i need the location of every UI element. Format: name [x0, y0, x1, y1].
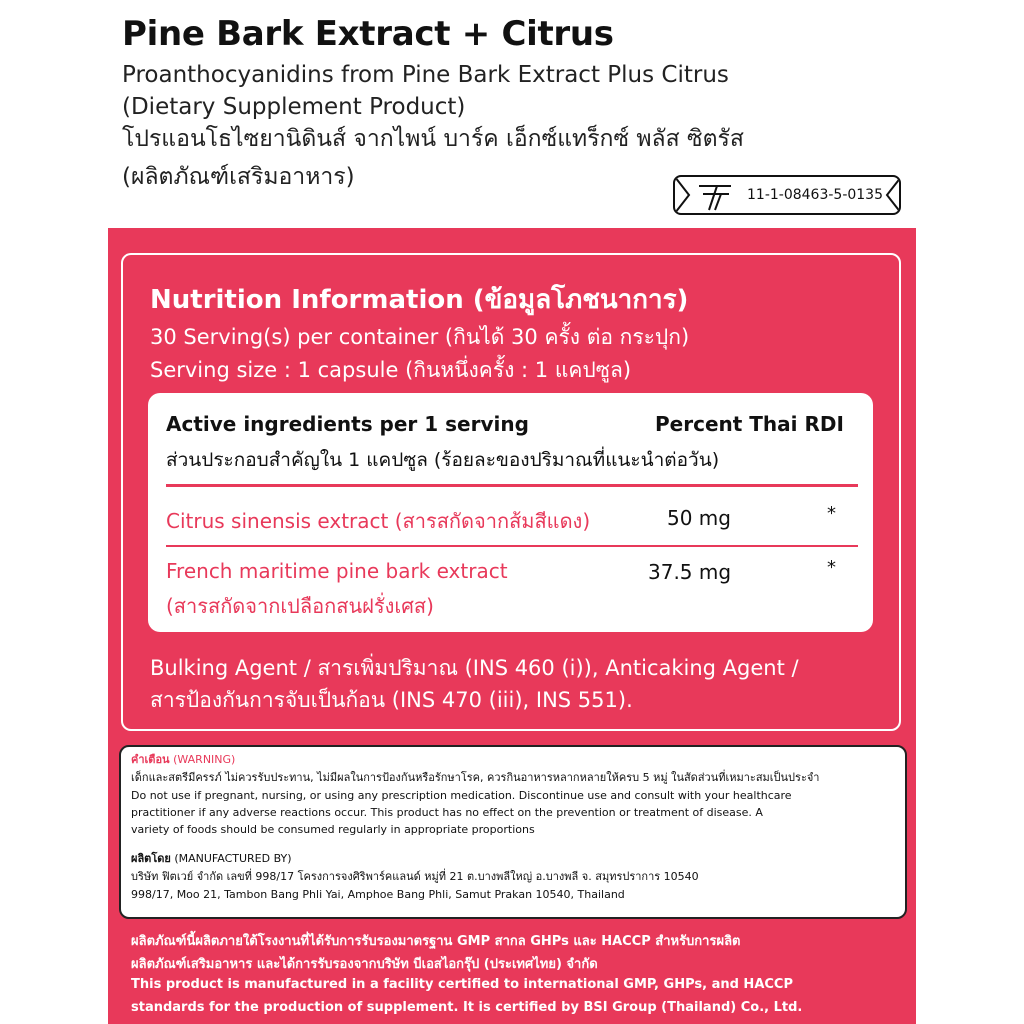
- manufacturer-label-en: (MANUFACTURED BY): [174, 852, 292, 865]
- manufacturer-address-th: บริษัท ฟิตเวย์ จำกัด เลขที่ 998/17 โครงการจงศิริพาร์คแลนด์ หมู่ที่ 21 ต.บางพลีใหญ่ อ.บางพลี จ. สมุทรปราการ 10540: [131, 870, 699, 883]
- fda-logo-icon: [695, 180, 735, 212]
- warning-text-en-1: Do not use if pregnant, nursing, or using any prescription medication. Discontinue use and consult with your healthcare: [131, 789, 792, 802]
- ingredient-rdi: *: [827, 503, 836, 524]
- row-divider: [166, 545, 858, 547]
- table-header-ingredients: Active ingredients per 1 serving: [166, 412, 529, 436]
- warning-text-th: เด็กและสตรีมีครรภ์ ไม่ควรรับประทาน, ไม่มีผลในการป้องกันหรือรักษาโรค, ควรกินอาหารหลากหลายให้ครบ 5 หมู่ ในสัดส่วนที่เหมาะสมเป็นประจำ: [131, 771, 820, 784]
- manufacturer-label-th: ผลิตโดย: [131, 852, 171, 865]
- ingredient-name: French maritime pine bark extract: [166, 559, 508, 583]
- certification-text-th-1: ผลิตภัณฑ์นี้ผลิตภายใต้โรงงานที่ได้รับการรับรองมาตรฐาน GMP สากล GHPs และ HACCP สำหรับการผลิต: [131, 934, 741, 949]
- serving-size: Serving size : 1 capsule (กินหนึ่งครั้ง : 1 แคปซูล): [150, 358, 632, 382]
- subtitle-th-line-1: โปรแอนโธไซยานิดินส์ จากไพน์ บาร์ค เอ็กซ์แทร็กซ์ พลัส ซิตรัส: [122, 126, 744, 152]
- warning-text-en-2: practitioner if any adverse reactions occur. This product has no effect on the prevention or treatment of disease. A: [131, 806, 763, 819]
- fda-number: 11-1-08463-5-0135: [747, 187, 884, 203]
- manufacturer-address-en: 998/17, Moo 21, Tambon Bang Phli Yai, Amphoe Bang Phli, Samut Prakan 10540, Thailand: [131, 888, 625, 901]
- ingredient-name-thai: (สารสกัดจากเปลือกสนฝรั่งเศส): [166, 594, 434, 618]
- warning-label-th: คำเตือน: [131, 753, 170, 766]
- subtitle-en-line-2: (Dietary Supplement Product): [122, 94, 466, 120]
- certification-text-en-1: This product is manufactured in a facility certified to international GMP, GHPs, and HACCP: [131, 977, 793, 992]
- certification-text-th-2: ผลิตภัณฑ์เสริมอาหาร และได้การรับรองจากบริษัท บีเอสไอกรุ๊ป (ประเทศไทย) จำกัด: [131, 957, 598, 972]
- manufacturer-heading: [131, 852, 292, 866]
- product-title: Pine Bark Extract + Citrus: [122, 14, 614, 54]
- nutrition-title: Nutrition Information (ข้อมูลโภชนาการ): [150, 285, 689, 315]
- subtitle-en-line-1: Proanthocyanidins from Pine Bark Extract Plus Citrus: [122, 62, 729, 88]
- ingredient-name: Citrus sinensis extract (สารสกัดจากส้มสีแดง): [166, 509, 591, 533]
- warning-heading: [131, 753, 235, 767]
- table-header-rdi: Percent Thai RDI: [655, 412, 844, 436]
- warning-label-en: (WARNING): [173, 753, 236, 766]
- fda-registration-badge: [673, 175, 901, 215]
- table-divider: [166, 484, 858, 487]
- servings-per-container: 30 Serving(s) per container (กินได้ 30 ครั้ง ต่อ กระปุก): [150, 325, 690, 349]
- ingredient-amount: 50 mg: [667, 506, 731, 530]
- table-header-thai: ส่วนประกอบสำคัญใน 1 แคปซูล (ร้อยละของปริมาณที่แนะนำต่อวัน): [166, 449, 720, 471]
- subtitle-th-line-2: (ผลิตภัณฑ์เสริมอาหาร): [122, 164, 355, 190]
- bulking-agent-line-1: Bulking Agent / สารเพิ่มปริมาณ (INS 460 (i)), Anticaking Agent /: [150, 656, 799, 680]
- ingredient-amount: 37.5 mg: [648, 560, 732, 584]
- ingredient-rdi: *: [827, 557, 836, 578]
- warning-text-en-3: variety of foods should be consumed regularly in appropriate proportions: [131, 823, 535, 836]
- certification-text-en-2: standards for the production of supplement. It is certified by BSI Group (Thailand) Co., Ltd.: [131, 1000, 803, 1015]
- bulking-agent-line-2: สารป้องกันการจับเป็นก้อน (INS 470 (iii), INS 551).: [150, 688, 633, 712]
